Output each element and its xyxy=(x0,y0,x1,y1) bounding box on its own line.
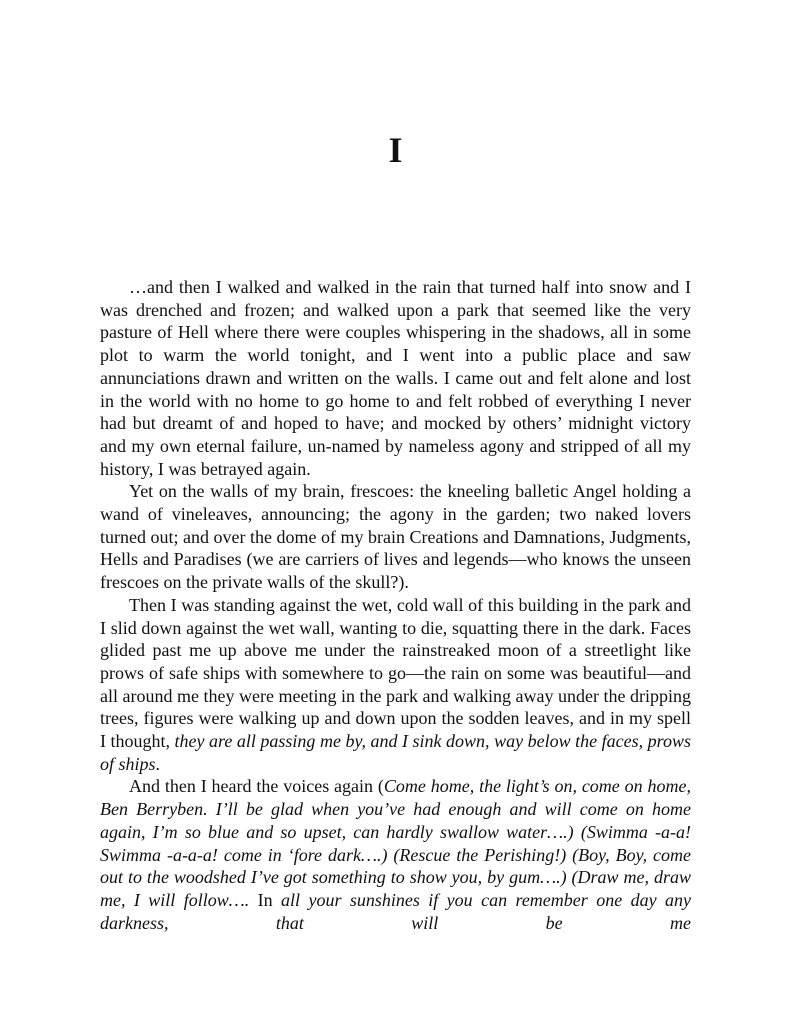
italic-text-run: all your sunshines if you can remember one day any darkness, that will be me xyxy=(100,889,691,933)
paragraph xyxy=(100,775,691,934)
paragraph xyxy=(100,276,691,480)
text-run: …and then I walked and walked in the rain that turned half into snow and I was drenched and frozen; and walked upon a park that seemed like the very pasture of Hell where there were couples whispering in the shadows, all in some plot to warm the world tonight, and I went into a public place and saw annunciations drawn and written on the walls. I came out and felt alone and lost in the world with no home to go home to and felt robbed of everything I never had but dreamt of and hoped to have; and mocked by others’ midnight victory and my own eternal failure, un-named by nameless agony and stripped of all my history, I was betrayed again. xyxy=(100,277,691,479)
chapter-body xyxy=(100,276,691,934)
chapter-title: I xyxy=(388,130,403,170)
text-run: In xyxy=(249,889,282,910)
italic-text-run: they are all passing me by, and I sink down, way below the faces, prows of ships xyxy=(100,731,691,774)
paragraph xyxy=(100,594,691,776)
text-run: Yet on the walls of my brain, frescoes: the kneeling balletic Angel holding a wand of vineleaves, announcing; the agony in the garden; two naked lovers turned out; and over the dome of my brain Creations and Damnations, Judgments, Hells and Paradises (we are carriers of lives and legends—who knows the unseen frescoes on the private walls of the skull?). xyxy=(100,481,691,593)
text-run: . xyxy=(155,753,161,774)
paragraph xyxy=(100,480,691,594)
text-run: And then I heard the voices again ( xyxy=(129,776,384,797)
text-run: Then I was standing against the wet, cold wall of this building in the park and I slid down against the wet wall, wanting to die, squatting there in the dark. Faces glided past me up above me under the rainstreaked moon of a streetlight like prows of safe ships with somewhere to go—the rain on some was beautiful—and all around me they were meeting in the park and walking away under the dripping trees, figures were walking up and down upon the sodden leaves, and in my spell I thought, xyxy=(100,594,691,752)
italic-text-run: Come home, the light’s on, come on home, Ben Berryben. I’ll be glad when you’ve had enough and will come on home again, I’m so blue and so upset, can hardly swallow water….) (Swimma -a-a! Swimma -a-a-a! come in ‘fore dark….) (Rescue the Perishing!) (Boy, Boy, come out to the woodshed I’ve got something to show you, by gum….) (Draw me, draw me, I will follow…. xyxy=(100,776,691,910)
